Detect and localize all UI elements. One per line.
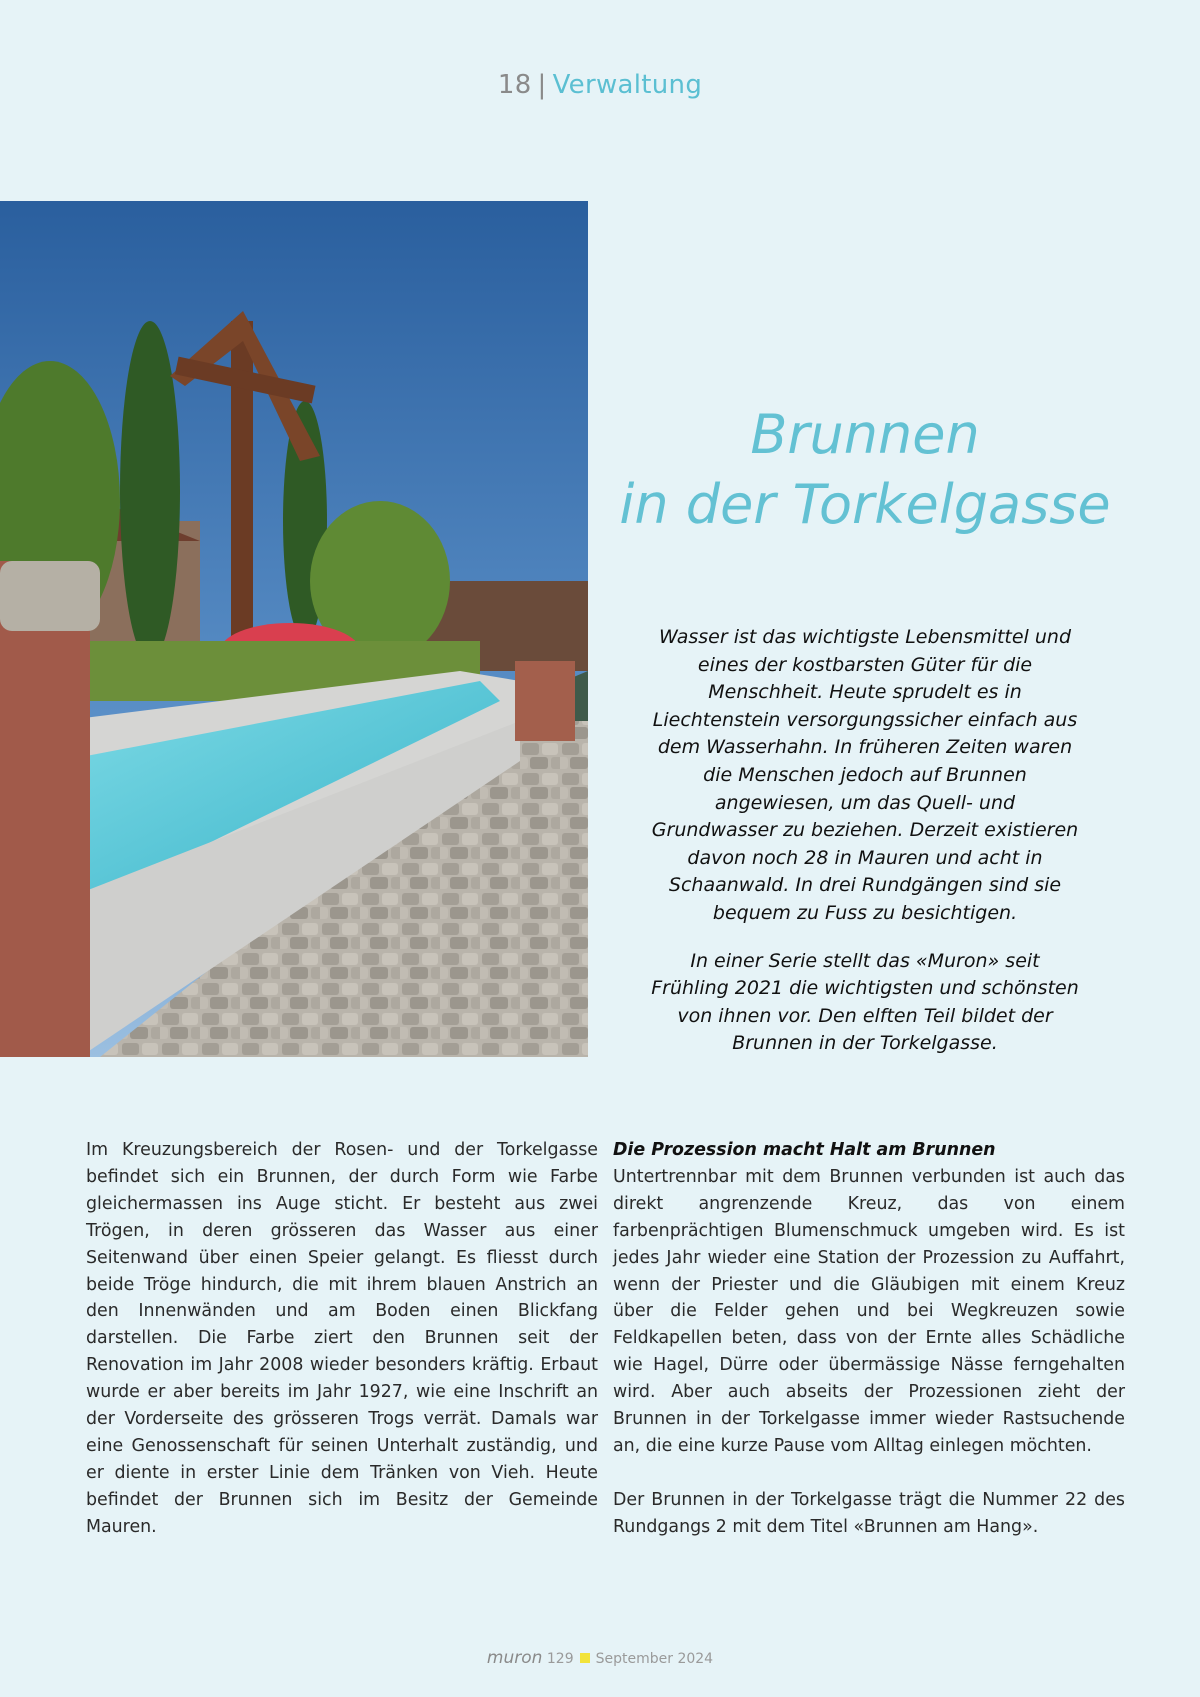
fountain-photo (0, 201, 588, 1057)
issue-number: 129 (546, 1651, 574, 1667)
section-subheading: Die Prozession macht Halt am Brunnen (613, 1140, 996, 1160)
section-name: Verwaltung (552, 70, 703, 100)
body-right-paragraph-1: Untertrennbar mit dem Brunnen verbunden ist auch das direkt angrenzende Kreuz, das von einem farbenprächtigen Blumenschmuck umgeben wird. Es ist jedes Jahr wieder eine Station der Prozession zu Auffahrt, wenn der Priester und die Gläubigen mit einem Kreuz über die Felder gehen und bei Wegkreuzen sowie Feldkapellen beten, dass von der Ernte alles Schädliche wie Hagel, Dürre oder übermässige Nässe ferngehalten wird. Aber auch abseits der Prozessionen zieht der Brunnen in der Torkelgasse immer wieder Rastsuchende an, die eine kurze Pause vom Alltag einlegen möchten. (613, 1166, 1125, 1456)
yellow-square-icon (580, 1653, 590, 1663)
body-column-right (613, 1137, 1125, 1541)
body-right-paragraph-2: Der Brunnen in der Torkelgasse trägt die Nummer 22 des Rundgangs 2 mit dem Titel «Brunnen am Hang». (613, 1489, 1125, 1537)
title-line-2: in der Torkelgasse (619, 473, 1111, 536)
body-column-left (86, 1137, 598, 1541)
issue-date: September 2024 (595, 1651, 714, 1667)
page-header (0, 70, 1200, 100)
page-footer (0, 1648, 1200, 1668)
header-separator: | (537, 70, 547, 100)
body-left-paragraph: Im Kreuzungsbereich der Rosen- und der Torkelgasse befindet sich ein Brunnen, der durch Form wie Farbe gleichermassen ins Auge sticht. Er besteht aus zwei Trögen, in deren grösseren das Wasser aus einer Seitenwand über einen Speier gelangt. Es fliesst durch beide Tröge hindurch, die mit ihrem blauen Anstrich an den Innenwänden und am Boden einen Blickfang darstellen. Die Farbe ziert den Brunnen seit der Renovation im Jahr 2008 wieder besonders kräftig. Erbaut wurde er aber bereits im Jahr 1927, wie eine Inschrift an der Vorderseite des grösseren Trogs verrät. Damals war eine Genossenschaft für seinen Unterhalt zuständig, und er diente in erster Linie dem Tränken von Vieh. Heute befindet der Brunnen sich im Besitz der Gemeinde Mauren. (86, 1140, 598, 1537)
paragraph-gap (613, 1460, 1125, 1487)
page-number: 18 (497, 70, 532, 100)
lead-paragraph-1: Wasser ist das wichtigste Lebensmittel und eines der kostbarsten Güter für die Menschheit. Heute sprudelt es in Liechtenstein versorgungssicher einfach aus dem Wasserhahn. In früheren Zeiten waren die Menschen jedoch auf Brunnen angewiesen, um das Quell- und Grundwasser zu beziehen. Derzeit existieren davon noch 28 in Mauren und acht in Schaanwald. In drei Rundgängen sind sie bequem zu Fuss zu besichtigen. (651, 626, 1079, 924)
title-line-1: Brunnen (750, 403, 980, 466)
lead-text (650, 624, 1080, 1078)
article-title (600, 400, 1130, 540)
magazine-brand: muron (486, 1648, 543, 1668)
lead-paragraph-2: In einer Serie stellt das «Muron» seit Frühling 2021 die wichtigsten und schönsten von ihnen vor. Den elften Teil bildet der Brunnen in der Torkelgasse. (651, 949, 1079, 1055)
